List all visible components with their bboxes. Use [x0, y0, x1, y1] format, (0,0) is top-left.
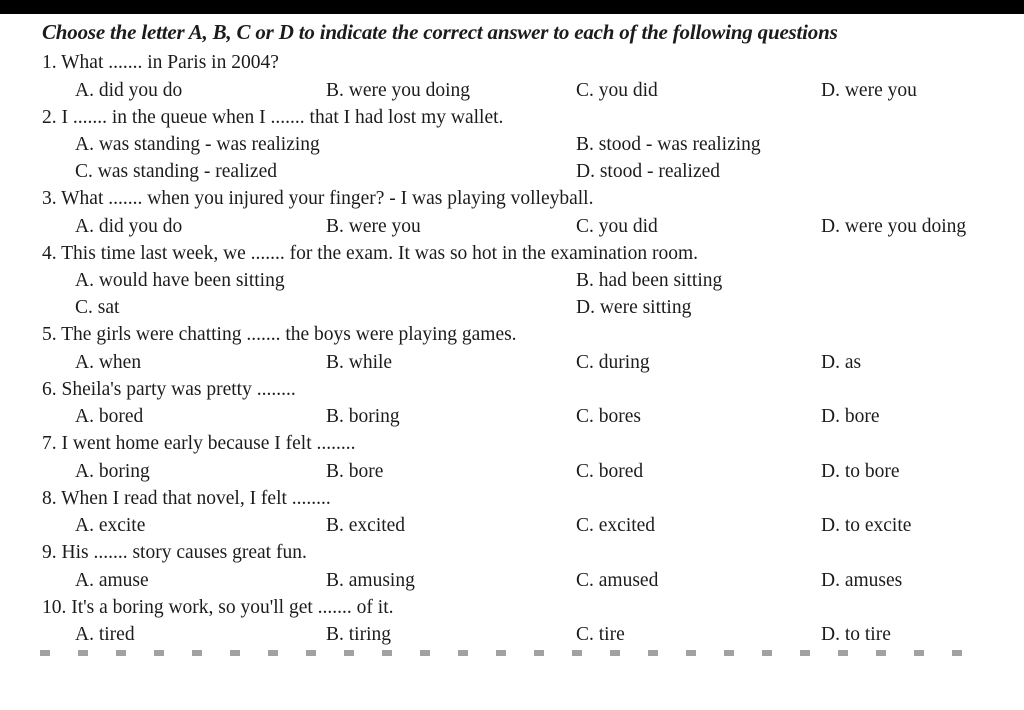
question-7-option-c: C. bored [576, 461, 644, 482]
top-black-bar [0, 0, 1024, 14]
question-5-option-b: B. while [326, 352, 393, 373]
question-7-option-d: D. to bore [821, 461, 900, 482]
question-4-option-b: B. had been sitting [576, 270, 723, 291]
question-1-option-c: C. you did [576, 80, 658, 101]
question-10-option-c: C. tire [576, 624, 625, 645]
question-10-option-d: D. to tire [821, 624, 891, 645]
question-2-option-a: A. was standing - was realizing [75, 134, 320, 155]
question-10-option-b: B. tiring [326, 624, 392, 645]
question-10-stem: 10. It's a boring work, so you'll get ....... of it. [42, 597, 394, 618]
question-7-stem: 7. I went home early because I felt ........ [42, 433, 356, 454]
question-8-option-d: D. to excite [821, 515, 912, 536]
question-1-stem: 1. What ....... in Paris in 2004? [42, 52, 279, 73]
question-3-stem: 3. What ....... when you injured your finger? - I was playing volleyball. [42, 188, 594, 209]
question-1-option-a: A. did you do [75, 80, 183, 101]
question-3-option-d: D. were you doing [821, 216, 967, 237]
question-1-option-b: B. were you doing [326, 80, 471, 101]
question-2-stem: 2. I ....... in the queue when I ....... that I had lost my wallet. [42, 107, 504, 128]
question-8-option-c: C. excited [576, 515, 656, 536]
question-2-option-c: C. was standing - realized [75, 161, 277, 182]
instructions-heading: Choose the letter A, B, C or D to indicate the correct answer to each of the following questions [42, 20, 838, 44]
question-6-option-a: A. bored [75, 406, 144, 427]
question-10-option-a: A. tired [75, 624, 135, 645]
question-6-option-d: D. bore [821, 406, 880, 427]
question-3-option-b: B. were you [326, 216, 421, 237]
question-6-stem: 6. Sheila's party was pretty ........ [42, 379, 296, 400]
question-9-option-c: C. amused [576, 570, 659, 591]
question-3-option-a: A. did you do [75, 216, 183, 237]
question-9-option-b: B. amusing [326, 570, 415, 591]
question-8-option-b: B. excited [326, 515, 406, 536]
question-5-option-c: C. during [576, 352, 650, 373]
bottom-blank-area [0, 656, 1024, 710]
question-8-option-a: A. excite [75, 515, 146, 536]
question-7-option-b: B. bore [326, 461, 384, 482]
question-4-option-d: D. were sitting [576, 297, 692, 318]
question-9-option-d: D. amuses [821, 570, 903, 591]
question-5-stem: 5. The girls were chatting ....... the boys were playing games. [42, 324, 517, 345]
question-4-option-a: A. would have been sitting [75, 270, 285, 291]
question-8-stem: 8. When I read that novel, I felt ........ [42, 488, 331, 509]
question-5-option-d: D. as [821, 352, 862, 373]
question-6-option-c: C. bores [576, 406, 641, 427]
question-9-stem: 9. His ....... story causes great fun. [42, 542, 307, 563]
question-5-option-a: A. when [75, 352, 142, 373]
question-4-option-c: C. sat [75, 297, 120, 318]
question-4-stem: 4. This time last week, we ....... for the exam. It was so hot in the examination room. [42, 243, 699, 264]
question-7-option-a: A. boring [75, 461, 150, 482]
question-3-option-c: C. you did [576, 216, 658, 237]
question-9-option-a: A. amuse [75, 570, 149, 591]
question-1-option-d: D. were you [821, 80, 917, 101]
question-6-option-b: B. boring [326, 406, 400, 427]
question-2-option-b: B. stood - was realizing [576, 134, 761, 155]
question-2-option-d: D. stood - realized [576, 161, 721, 182]
